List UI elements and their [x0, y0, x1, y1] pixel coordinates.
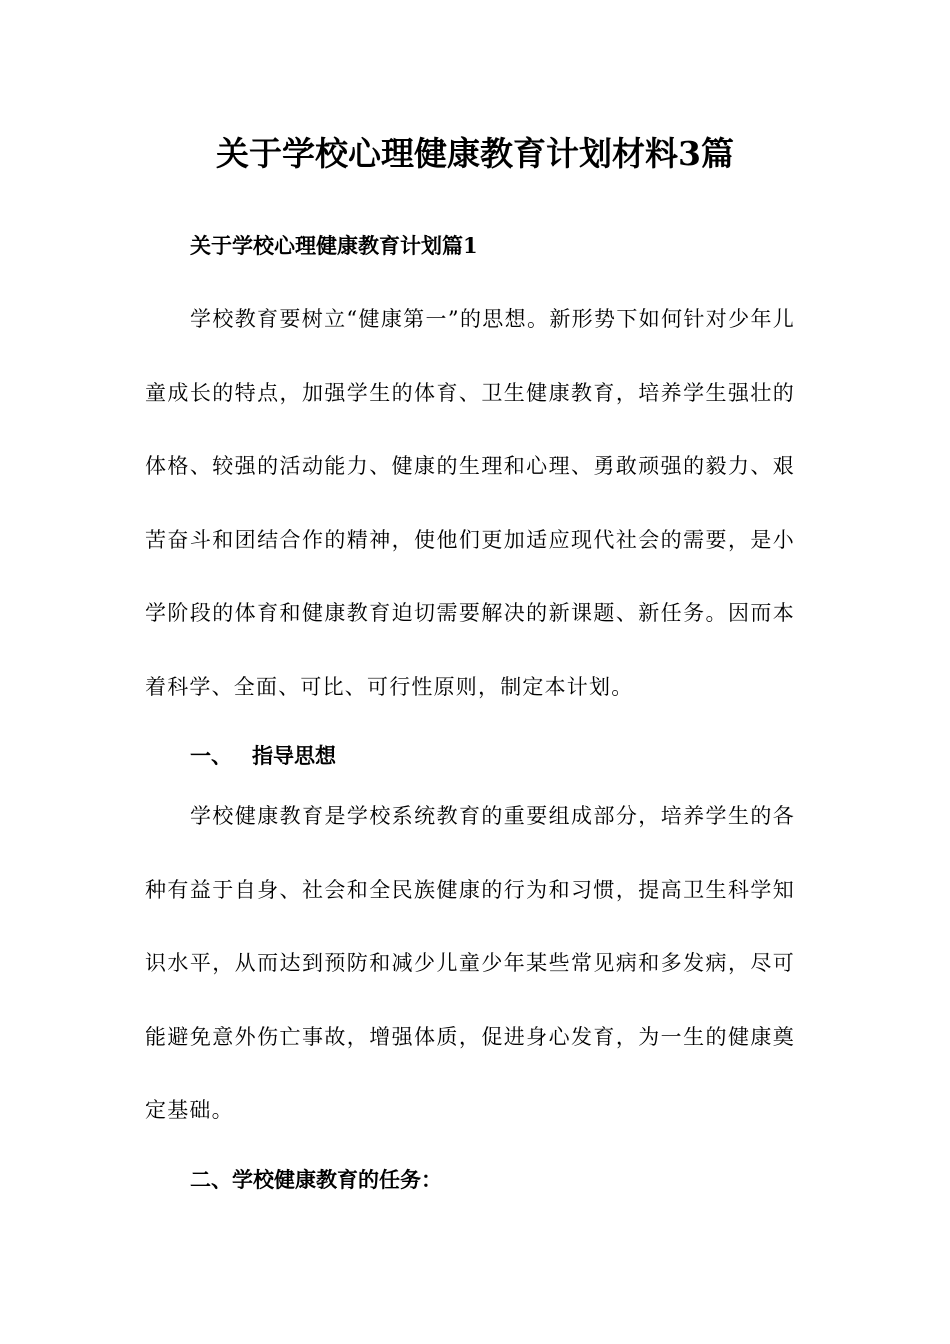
section-heading-1: 关于学校心理健康教育计划篇1 [190, 233, 478, 258]
heading-guiding-text: 指导思想 [252, 743, 336, 768]
paragraph-intro: 学校教育要树立“健康第一”的思想。新形势下如何针对少年儿童成长的特点，加强学生的体育、卫生健康教育，培养学生强壮的体格、较强的活动能力、健康的生理和心理、勇敢顽强的毅力、艰苦奋斗和团结合作的精神，使他们更加适应现代社会的需要，是小学阶段的体育和健康教育迫切需要解决的新课题、新任务。因而本着科学、全面、可比、可行性原则，制定本计划。 [145, 307, 795, 699]
heading-guiding-number: 一、 [190, 743, 232, 768]
paragraph-guiding-ideology: 学校健康教育是学校系统教育的重要组成部分，培养学生的各种有益于自身、社会和全民族健康的行为和习惯，提高卫生科学知识水平，从而达到预防和减少儿童少年某些常见病和多发病，尽可能避免意外伤亡事故，增强体质，促进身心发育，为一生的健康奠定基础。 [145, 804, 795, 1122]
heading-tasks: 二、学校健康教育的任务： [190, 1167, 442, 1192]
heading-guiding-ideology [190, 738, 336, 774]
document-title: 关于学校心理健康教育计划材料3篇 [216, 134, 734, 173]
